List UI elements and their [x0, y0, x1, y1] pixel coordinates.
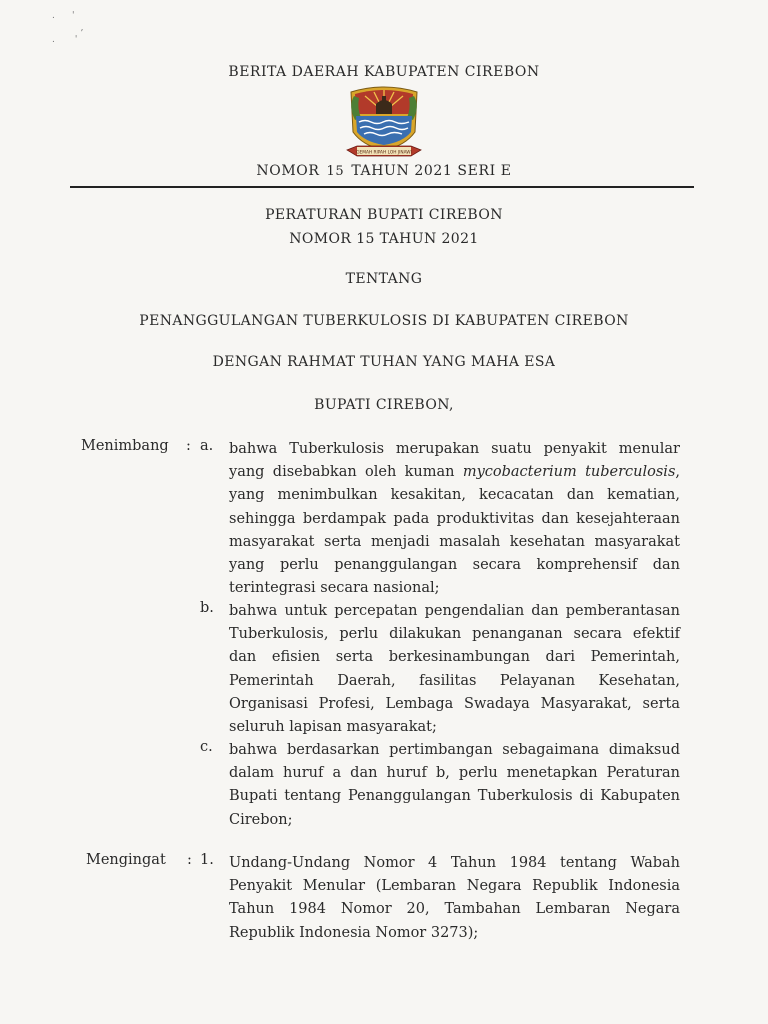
item-marker: b. [200, 600, 214, 616]
item-marker: a. [200, 438, 214, 454]
mengingat-colon: : [187, 852, 192, 868]
cirebon-regency-emblem-icon [345, 80, 423, 162]
menimbang-colon: : [186, 438, 191, 454]
regulation-title: PERATURAN BUPATI CIREBON [265, 207, 503, 223]
bupati-heading: BUPATI CIREBON, [314, 397, 454, 413]
emblem-motto: GEMAH RIPAH LOH JINAWI [356, 150, 412, 156]
regulation-number: NOMOR 15 TAHUN 2021 [289, 231, 479, 247]
item-text: bahwa untuk percepatan pengendalian dan pemberantasan Tuberkulosis, perlu dilakukan penanganan secara efektif dan efisien serta berkesinambungan dari Pemerintah, Pemerintah Daerah, fasilitas Pelayanan Kesehatan, Organisasi Profesi, Lembaga Swadaya Masyarakat, serta seluruh lapisan masyarakat; [229, 603, 680, 736]
item-marker: 1. [200, 852, 214, 868]
italic-term: mycobacterium tuberculosis [462, 464, 676, 481]
item-marker: c. [200, 739, 213, 755]
tentang-heading: TENTANG [345, 271, 423, 287]
mengingat-label: Mengingat [86, 852, 166, 868]
gazette-title: BERITA DAERAH KABUPATEN CIREBON [228, 64, 540, 80]
menimbang-label: Menimbang [81, 438, 169, 454]
item-text: bahwa Tuberkulosis merupakan suatu penyakit menular yang disebabkan oleh kuman mycobacterium tuberculosis, yang menimbulkan kesakitan, kecacatan dan kematian, sehingga berdampak pada produktivitas dan kesejahteraan masyarakat serta menjadi masalah kesehatan masyarakat yang perlu penanggulangan secara komprehensif dan terintegrasi secara nasional; [229, 441, 680, 597]
regulation-subject: PENANGGULANGAN TUBERKULOSIS DI KABUPATEN CIREBON [139, 313, 629, 329]
gazette-number [0, 163, 768, 179]
item-text: Undang-Undang Nomor 4 Tahun 1984 tentang Wabah Penyakit Menular (Lembaran Negara Republik Indonesia Tahun 1984 Nomor 20, Tambahan Lembaran Negara Republik Indonesia Nomor 3273); [229, 855, 680, 941]
rahmat-line: DENGAN RAHMAT TUHAN YANG MAHA ESA [212, 354, 556, 370]
seri-value: E [500, 163, 512, 179]
nomor-label: NOMOR [256, 163, 320, 179]
scan-specks: . ' , . ' [52, 11, 84, 45]
nomor-value: 15 [326, 164, 345, 179]
header-divider [70, 186, 694, 188]
item-text: bahwa berdasarkan pertimbangan sebagaimana dimaksud dalam huruf a dan huruf b, perlu menetapkan Peraturan Bupati tentang Penanggulangan Tuberkulosis di Kabupaten Cirebon; [229, 742, 680, 828]
tahun-seri-label: TAHUN 2021 SERI [351, 163, 496, 179]
